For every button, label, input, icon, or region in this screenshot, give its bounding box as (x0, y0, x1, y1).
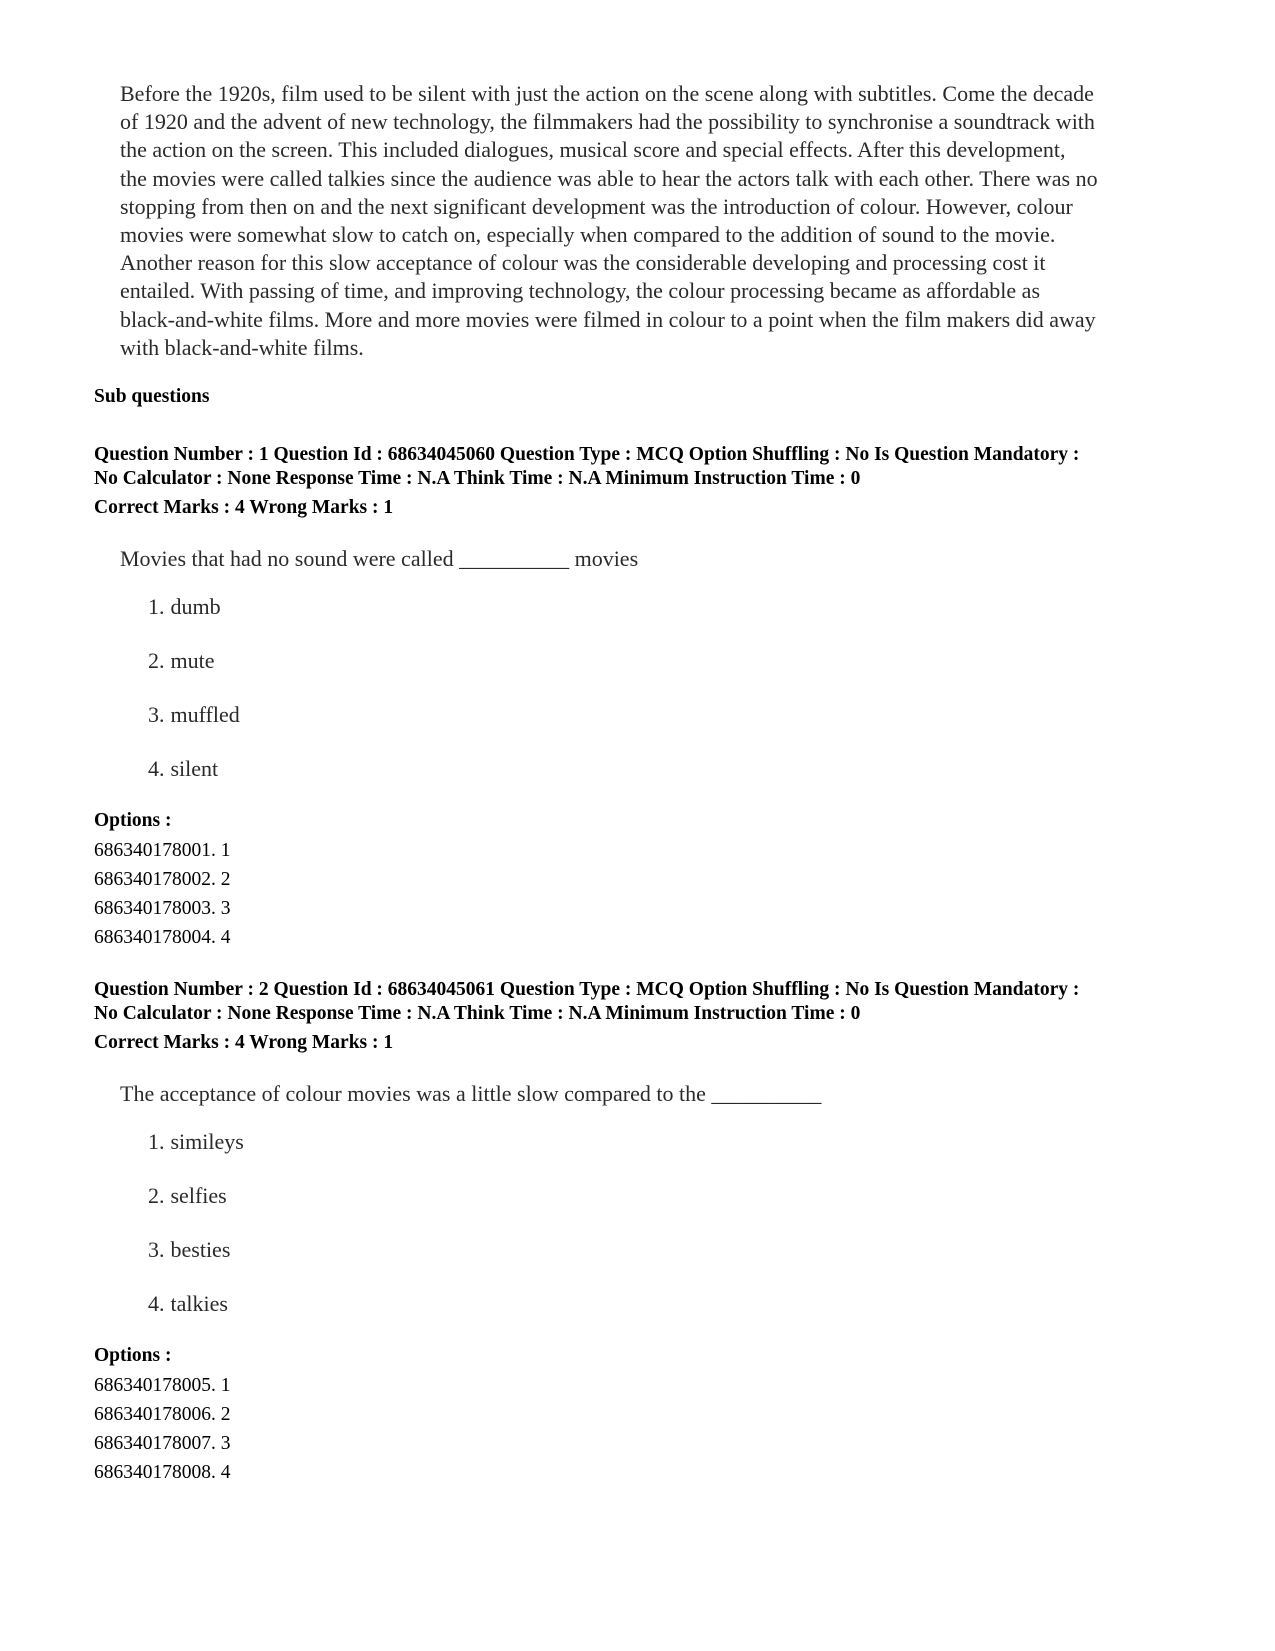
option-id-item: 686340178007. 3 (94, 1433, 231, 1454)
option-id-item: 686340178001. 1 (94, 840, 231, 861)
passage-line: movies were somewhat slow to catch on, especially when compared to the addition of sound to the movie. (120, 222, 1056, 248)
answer-choice (148, 1291, 1184, 1317)
answer-choice (148, 702, 1184, 728)
sub-questions-heading: Sub questions (94, 386, 210, 407)
option-id-item: 686340178005. 1 (94, 1375, 231, 1396)
answer-choice (148, 756, 1184, 782)
answer-choice-list (148, 594, 1184, 782)
choice-number: 3. (148, 702, 165, 727)
choice-text: talkies (170, 1291, 228, 1316)
choice-number: 4. (148, 1291, 165, 1316)
question-block-2 (94, 978, 1184, 1487)
choice-text: silent (170, 756, 219, 781)
answer-choice (148, 1237, 1184, 1263)
choice-text: simileys (170, 1129, 244, 1154)
choice-number: 2. (148, 1183, 165, 1208)
choice-text: mute (170, 648, 215, 673)
option-id-item: 686340178006. 2 (94, 1404, 231, 1425)
comprehension-passage (120, 80, 1190, 362)
choice-number: 1. (148, 594, 165, 619)
option-id-item: 686340178004. 4 (94, 927, 231, 948)
passage-line: the action on the screen. This included dialogues, musical score and special effects. After this development, (120, 137, 1066, 163)
options-heading: Options : (94, 810, 172, 831)
answer-choice-list (148, 1129, 1184, 1317)
question-marks: Correct Marks : 4 Wrong Marks : 1 (94, 497, 394, 518)
passage-line: black-and-white films. More and more movies were filmed in colour to a point when the film makers did away (120, 306, 1096, 332)
option-id-item: 686340178003. 3 (94, 898, 231, 919)
options-heading: Options : (94, 1345, 172, 1366)
answer-choice (148, 1183, 1184, 1209)
choice-text: muffled (170, 702, 240, 727)
choice-number: 2. (148, 648, 165, 673)
passage-line: with black-and-white films. (120, 334, 364, 360)
question-meta-line: No Calculator : None Response Time : N.A Think Time : N.A Minimum Instruction Time : 0 (94, 1003, 861, 1024)
choice-text: selfies (170, 1183, 227, 1208)
passage-line: the movies were called talkies since the audience was able to hear the actors talk with each other. There was no (120, 165, 1098, 191)
option-id-item: 686340178002. 2 (94, 869, 231, 890)
passage-line: of 1920 and the advent of new technology, the filmmakers had the possibility to synchronise a soundtrack with (120, 109, 1095, 135)
answer-choice (148, 594, 1184, 620)
choice-number: 1. (148, 1129, 165, 1154)
passage-line: Another reason for this slow acceptance of colour was the considerable developing and processing cost it (120, 250, 1046, 276)
option-id-item: 686340178008. 4 (94, 1462, 231, 1483)
question-marks: Correct Marks : 4 Wrong Marks : 1 (94, 1032, 394, 1053)
choice-text: dumb (170, 594, 221, 619)
question-meta-line: Question Number : 2 Question Id : 68634045061 Question Type : MCQ Option Shuffling : No Is Question Mandatory : (94, 979, 1080, 1000)
question-meta-line: Question Number : 1 Question Id : 68634045060 Question Type : MCQ Option Shuffling : No Is Question Mandatory : (94, 444, 1080, 465)
answer-choice (148, 648, 1184, 674)
option-id-list (94, 836, 1184, 952)
option-id-list (94, 1371, 1184, 1487)
question-text: The acceptance of colour movies was a little slow compared to the __________ (120, 1081, 822, 1106)
passage-line: entailed. With passing of time, and improving technology, the colour processing became as affordable as (120, 278, 1041, 304)
choice-text: besties (170, 1237, 231, 1262)
passage-line: Before the 1920s, film used to be silent with just the action on the scene along with subtitles. Come the decade (120, 81, 1094, 106)
question-text: Movies that had no sound were called __________ movies (120, 546, 639, 571)
answer-choice (148, 1129, 1184, 1155)
choice-number: 3. (148, 1237, 165, 1262)
choice-number: 4. (148, 756, 165, 781)
question-block-1 (94, 443, 1184, 952)
passage-line: stopping from then on and the next significant development was the introduction of colour. However, colour (120, 193, 1073, 219)
question-meta-line: No Calculator : None Response Time : N.A Think Time : N.A Minimum Instruction Time : 0 (94, 468, 861, 489)
